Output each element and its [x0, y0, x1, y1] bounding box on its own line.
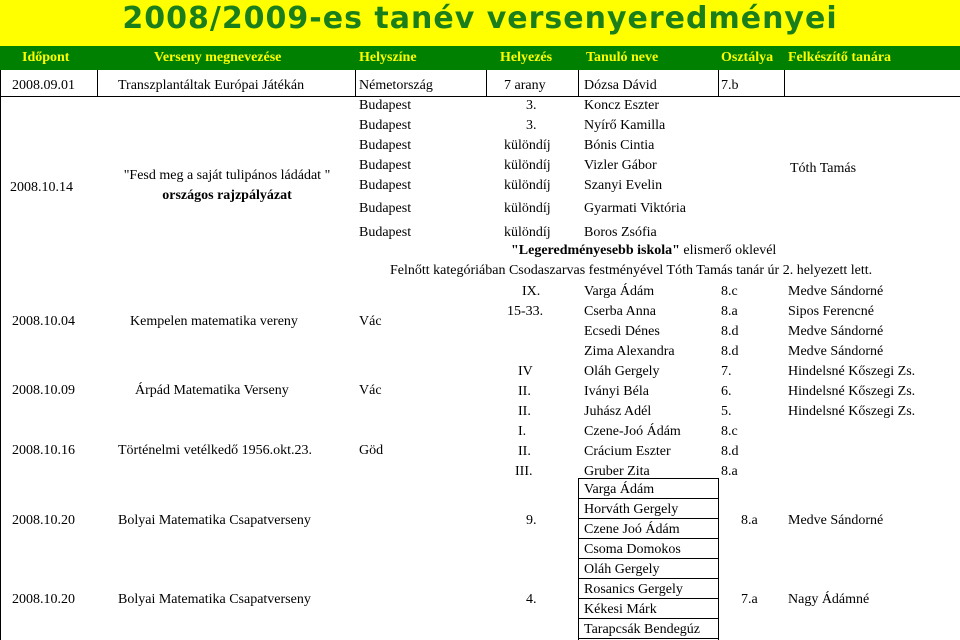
fesd-loc: Budapest: [359, 138, 412, 153]
fesd-award-rest: elismerő oklevél: [683, 243, 777, 258]
bolyai2-student: Rosanics Gergely: [584, 582, 683, 597]
arpad-class: 5.: [721, 404, 732, 419]
col-divider: [355, 70, 356, 96]
bolyai2-class: 7.a: [741, 592, 758, 607]
bolyai2-date: 2008.10.20: [12, 592, 75, 607]
fesd-loc: Budapest: [359, 118, 412, 133]
arpad-location: Vác: [359, 383, 382, 398]
fesd-place: különdíj: [504, 158, 551, 173]
header-teacher: Felkészítő tanára: [788, 50, 892, 65]
bolyai2-teacher: Nagy Ádámné: [788, 592, 870, 607]
fesd-student: Nyírő Kamilla: [584, 118, 666, 133]
bolyai1-class: 8.a: [741, 513, 758, 528]
row1-competition: Transzplantáltak Európai Játékán: [118, 78, 305, 93]
row1-date: 2008.09.01: [12, 78, 75, 93]
arpad-teacher: Hindelsné Kőszegi Zs.: [788, 404, 916, 419]
kempelen-teacher: Medve Sándorné: [788, 284, 884, 299]
col-divider: [97, 70, 98, 96]
arpad-place: II.: [518, 384, 531, 399]
kempelen-class: 8.a: [721, 304, 738, 319]
fesd-loc: Budapest: [359, 201, 412, 216]
fesd-date: 2008.10.14: [10, 180, 73, 195]
fesd-loc: Budapest: [359, 158, 412, 173]
student-box-right: [718, 478, 719, 640]
arpad-student: Iványi Béla: [584, 384, 649, 399]
header-placement: Helyezés: [500, 50, 553, 65]
fesd-place: különdíj: [504, 225, 551, 240]
kempelen-student: Varga Ádám: [584, 284, 655, 299]
bolyai2-student: Tarapcsák Bendegúz: [584, 622, 701, 637]
kempelen-teacher: Medve Sándorné: [788, 344, 884, 359]
tort-competition: Történelmi vetélkedő 1956.okt.23.: [118, 443, 313, 458]
fesd-student: Koncz Eszter: [584, 98, 660, 113]
bolyai1-student: Csoma Domokos: [584, 542, 681, 557]
header-student: Tanuló neve: [586, 50, 659, 65]
fesd-competition-line1: "Fesd meg a saját tulipános ládádat ": [123, 168, 331, 183]
tort-class: 8.a: [721, 464, 738, 479]
fesd-student: Bónis Cintia: [584, 138, 655, 153]
arpad-teacher: Hindelsné Kőszegi Zs.: [788, 364, 916, 379]
tort-class: 8.c: [721, 424, 738, 439]
bolyai2-student: Oláh Gergely: [584, 562, 660, 577]
kempelen-place: IX.: [522, 284, 541, 299]
bolyai1-place: 9.: [526, 513, 537, 528]
bolyai1-date: 2008.10.20: [12, 513, 75, 528]
fesd-loc: Budapest: [359, 98, 412, 113]
arpad-date: 2008.10.09: [12, 383, 75, 398]
fesd-place: 3.: [526, 98, 537, 113]
fesd-loc: Budapest: [359, 178, 412, 193]
header-location: Helyszíne: [359, 50, 417, 65]
tort-student: Czene-Joó Ádám: [584, 424, 681, 439]
fesd-student: Vizler Gábor: [584, 158, 657, 173]
kempelen-date: 2008.10.04: [12, 314, 75, 329]
row-divider: [0, 96, 960, 97]
kempelen-class: 8.d: [721, 324, 739, 339]
bolyai2-competition: Bolyai Matematika Csapatverseny: [118, 592, 311, 607]
tort-class: 8.d: [721, 444, 739, 459]
col-divider: [718, 70, 719, 96]
kempelen-place: 15-33.: [507, 304, 544, 319]
arpad-student: Oláh Gergely: [584, 364, 660, 379]
kempelen-student: Cserba Anna: [584, 304, 656, 319]
fesd-competition-line2: országos rajzpályázat: [162, 188, 292, 203]
fesd-place: 3.: [526, 118, 537, 133]
kempelen-teacher: Medve Sándorné: [788, 324, 884, 339]
bolyai1-teacher: Medve Sándorné: [788, 513, 884, 528]
fesd-loc: Budapest: [359, 225, 412, 240]
row1-student: Dózsa Dávid: [584, 78, 657, 93]
title-bar: [0, 0, 960, 46]
col-divider: [486, 70, 487, 96]
fesd-student: Szanyi Evelin: [584, 178, 663, 193]
kempelen-competition: Kempelen matematika vereny: [130, 314, 298, 329]
col-divider: [578, 70, 579, 96]
tort-place: I.: [518, 424, 527, 439]
left-border: [0, 70, 1, 640]
arpad-competition: Árpád Matematika Verseny: [135, 383, 289, 398]
col-divider: [784, 70, 785, 96]
row1-class: 7.b: [721, 78, 739, 93]
page-title: 2008/2009-es tanév versenyeredményei: [122, 1, 838, 36]
tort-location: Göd: [359, 443, 384, 458]
row1-placement: 7 arany: [504, 78, 546, 93]
header-class: Osztálya: [721, 50, 774, 65]
row1-location: Németország: [359, 78, 433, 93]
tort-student: Crácium Eszter: [584, 444, 671, 459]
arpad-class: 7.: [721, 364, 732, 379]
fesd-student: Boros Zsófia: [584, 225, 657, 240]
header-time: Időpont: [22, 50, 70, 65]
bolyai1-student: Horváth Gergely: [584, 502, 679, 517]
arpad-place: II.: [518, 404, 531, 419]
tort-date: 2008.10.16: [12, 443, 75, 458]
student-box-left: [578, 478, 579, 640]
fesd-award: [511, 242, 776, 260]
bolyai1-student: Varga Ádám: [584, 482, 655, 497]
tort-place: II.: [518, 444, 531, 459]
arpad-place: IV: [518, 364, 533, 379]
fesd-place: különdíj: [504, 201, 551, 216]
kempelen-location: Vác: [359, 314, 382, 329]
arpad-student: Juhász Adél: [584, 404, 652, 419]
fesd-teacher: Tóth Tamás: [790, 161, 857, 176]
tort-student: Gruber Zita: [584, 464, 650, 479]
tort-place: III.: [515, 464, 533, 479]
fesd-note: Felnőtt kategóriában Csodaszarvas festményével Tóth Tamás tanár úr 2. helyezett lett.: [390, 263, 873, 278]
fesd-award-title: "Legeredményesebb iskola": [511, 243, 680, 258]
bolyai2-student: Kékesi Márk: [584, 602, 657, 617]
kempelen-student: Zima Alexandra: [584, 344, 675, 359]
kempelen-class: 8.c: [721, 284, 738, 299]
kempelen-teacher: Sipos Ferencné: [788, 304, 874, 319]
arpad-teacher: Hindelsné Kőszegi Zs.: [788, 384, 916, 399]
arpad-class: 6.: [721, 384, 732, 399]
bolyai1-student: Czene Joó Ádám: [584, 522, 680, 537]
fesd-place: különdíj: [504, 138, 551, 153]
kempelen-student: Ecsedi Dénes: [584, 324, 660, 339]
fesd-place: különdíj: [504, 178, 551, 193]
kempelen-class: 8.d: [721, 344, 739, 359]
bolyai1-competition: Bolyai Matematika Csapatverseny: [118, 513, 311, 528]
bolyai2-place: 4.: [526, 592, 537, 607]
fesd-student: Gyarmati Viktória: [584, 201, 686, 216]
table-header: [0, 46, 960, 70]
header-competition: Verseny megnevezése: [154, 50, 282, 65]
